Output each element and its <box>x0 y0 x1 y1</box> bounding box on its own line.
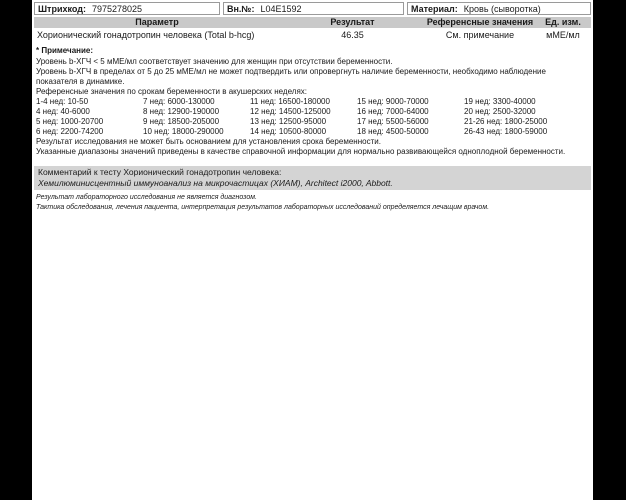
material-label: Материал: <box>411 4 458 14</box>
inno-field <box>223 2 404 15</box>
header-unit: Ед. изм. <box>545 17 581 27</box>
week-range: 8 нед: 12900-190000 <box>143 107 220 116</box>
barcode-field <box>34 2 220 15</box>
header-result: Результат <box>330 17 375 27</box>
week-range: 18 нед: 4500-50000 <box>357 127 429 136</box>
notes-title: * Примечание: <box>36 46 94 55</box>
inno-value: L04E1592 <box>260 4 302 14</box>
week-range: 26-43 нед: 1800-59000 <box>464 127 548 136</box>
week-range: 11 нед: 16500-180000 <box>250 97 330 106</box>
week-range: 17 нед: 5500-56000 <box>357 117 429 126</box>
week-range: 10 нед: 18000-290000 <box>143 127 224 136</box>
week-range: 6 нед: 2200-74200 <box>36 127 104 136</box>
notes-section <box>36 46 589 157</box>
reference-value: См. примечание <box>445 30 515 40</box>
header-param: Параметр <box>135 17 179 27</box>
disclaimer <box>36 193 589 212</box>
comment-method: Хемилюминисцентный иммуноанализ на микрочастицах (ХИАМ), Architect i2000, Abbott. <box>38 178 393 188</box>
barcode-value: 7975278025 <box>91 4 143 14</box>
barcode-label: Штрихкод: <box>38 4 86 14</box>
note-line: Уровень b-ХГЧ < 5 мМЕ/мл соответствует значению для женщин при отсутствии беременности. <box>36 57 393 66</box>
note-line: Референсные значения по срокам беременности в акушерских неделях: <box>36 87 308 96</box>
header-reference: Референсные значения <box>426 17 534 27</box>
report-page <box>32 0 593 500</box>
disclaimer-line: Результат лабораторного исследования не является диагнозом. <box>36 194 257 201</box>
material-field <box>407 2 591 15</box>
note-line: Результат исследования не может быть основанием для установления срока беременности. <box>36 137 381 146</box>
week-range: 13 нед: 12500-95000 <box>250 117 327 126</box>
week-range: 16 нед: 7000-64000 <box>357 107 429 116</box>
note-line: Указанные диапазоны значений приведены в качестве справочной информации для нормально развивающейся одноплодной беременности. <box>36 147 566 156</box>
note-line: Уровень b-ХГЧ в пределах от 5 до 25 мМЕ/мл не может подтвердить или опровергнуть наличие беременности, необходимо наблюдение показателя в динамике. <box>36 67 546 86</box>
week-range: 15 нед: 9000-70000 <box>357 97 429 106</box>
disclaimer-line: Тактика обследования, лечения пациента, интерпретация результатов лабораторных исследований определяется лечащим врачом. <box>36 203 490 211</box>
week-range: 1-4 нед: 10-50 <box>36 97 89 106</box>
results-table-header <box>34 17 591 28</box>
weeks-reference-grid <box>36 97 589 137</box>
unit-value: мМЕ/мл <box>546 30 580 40</box>
week-range: 7 нед: 6000-130000 <box>143 97 215 106</box>
specimen-header <box>34 2 591 16</box>
result-value: 46.35 <box>341 30 364 40</box>
week-range: 14 нед: 10500-80000 <box>250 127 327 136</box>
week-range: 4 нед: 40-6000 <box>36 107 90 116</box>
week-range: 12 нед: 14500-125000 <box>250 107 331 116</box>
param-name: Хорионический гонадотропин человека (Total b-hcg) <box>37 30 255 40</box>
comment-title: Комментарий к тесту Хорионический гонадотропин человека: <box>38 167 282 177</box>
week-range: 19 нед: 3300-40000 <box>464 97 536 106</box>
week-range: 20 нед: 2500-32000 <box>464 107 536 116</box>
week-range: 9 нед: 18500-205000 <box>143 117 220 126</box>
table-row <box>34 30 591 41</box>
week-range: 5 нед: 1000-20700 <box>36 117 104 126</box>
inno-label: Вн.№: <box>226 4 255 14</box>
material-value: Кровь (сыворотка) <box>463 4 541 14</box>
test-comment <box>34 166 591 190</box>
week-range: 21-26 нед: 1800-25000 <box>464 117 548 126</box>
